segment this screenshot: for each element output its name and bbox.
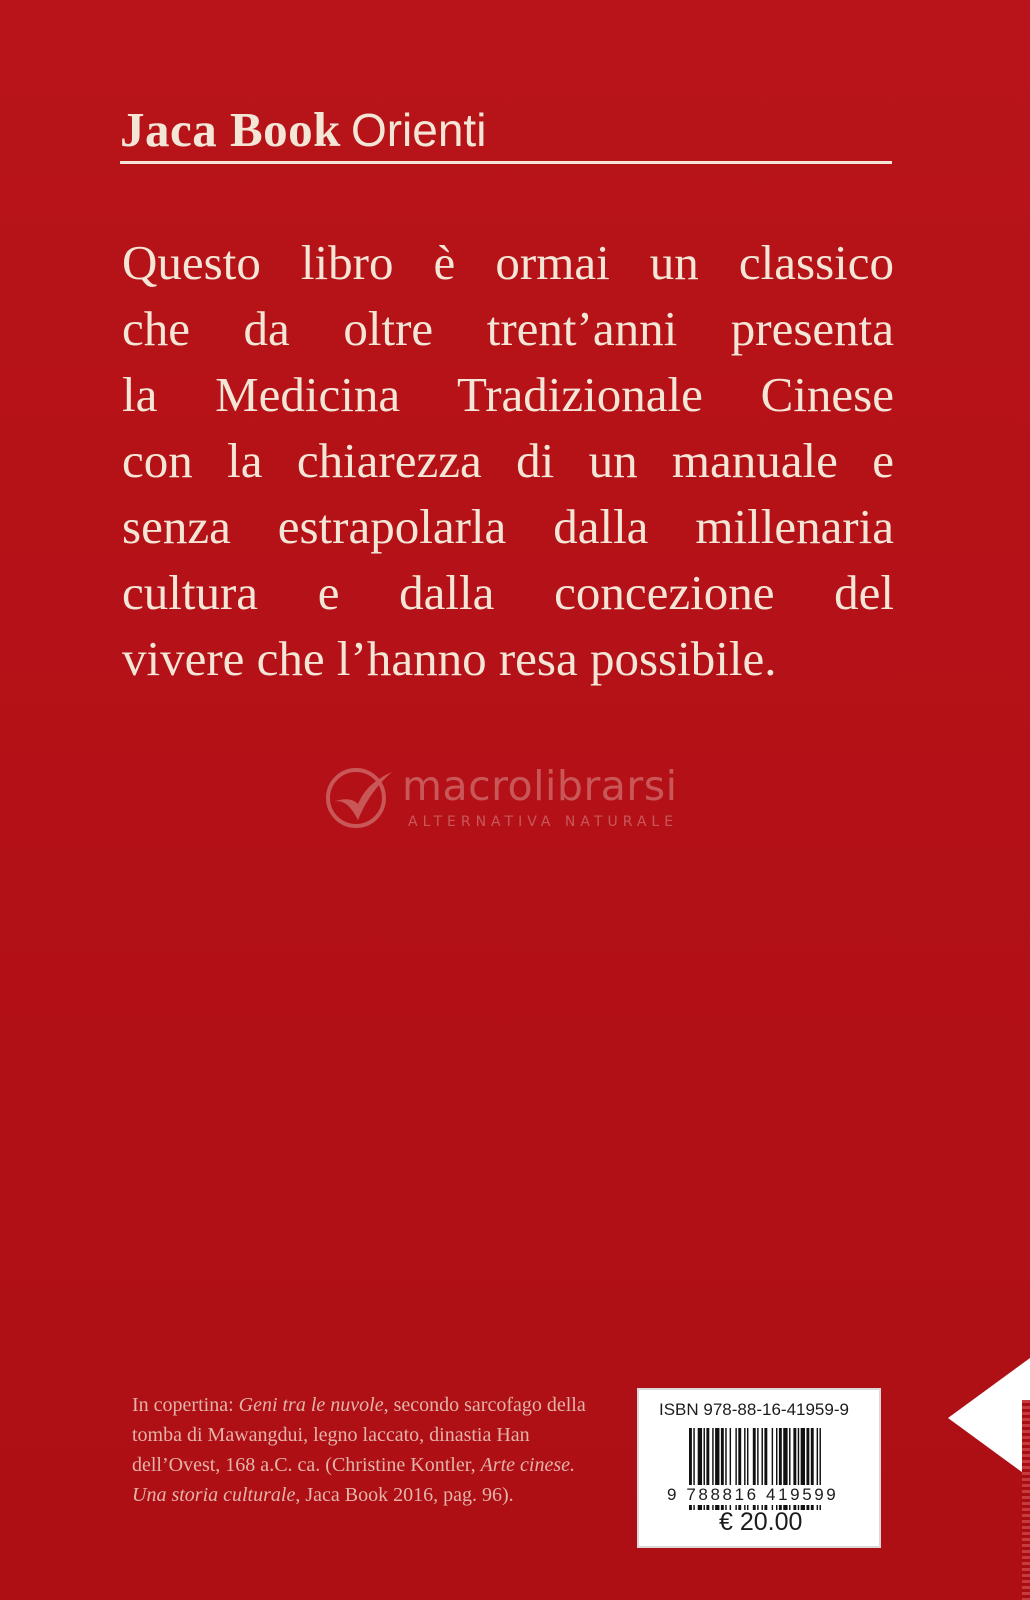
blurb-line: la Medicina Tradizionale Cinese — [122, 367, 894, 422]
leaf-check-logo-icon — [322, 764, 394, 830]
cover-edge — [1022, 1400, 1030, 1600]
credit-prefix: In copertina: — [132, 1394, 239, 1416]
blurb-line: vivere che l’hanno resa possibile. — [122, 631, 777, 686]
blurb-line: con la chiarezza di un manuale e — [122, 433, 894, 488]
series-name: Orienti — [350, 104, 487, 156]
credit-source: , Jaca Book 2016, pag. 96). — [295, 1484, 514, 1506]
barcode-digits: 9 788816 419599 — [667, 1485, 839, 1504]
publisher-name: Jaca Book — [120, 102, 341, 157]
credit-description: , secondo sarcofago della tomba di Mawangdui, legno laccato, dinastia Han dell’Ovest, 168 a.C. ca. (Christine Kontler, — [132, 1394, 586, 1476]
blurb-text — [122, 230, 894, 692]
blurb-line: cultura e dalla concezione del — [122, 565, 894, 620]
watermark-name: macrolibrarsi — [402, 762, 678, 810]
watermark — [322, 764, 712, 834]
header-rule — [120, 161, 892, 164]
barcode-label — [637, 1388, 881, 1548]
isbn-text: ISBN 978-88-16-41959-9 — [659, 1400, 849, 1419]
credit-book-title: Arte cinese. Una storia culturale — [132, 1454, 575, 1506]
credit-artwork-title: Geni tra le nuvole — [238, 1394, 384, 1416]
watermark-tagline: ALTERNATIVA NATURALE — [408, 814, 679, 830]
cover-credit — [132, 1390, 602, 1510]
blurb-line: senza estrapolarla dalla millenaria — [122, 499, 894, 554]
blurb-line: Questo libro è ormai un classico — [122, 235, 894, 290]
cover-notch — [948, 1358, 1030, 1478]
blurb-line: che da oltre trent’anni presenta — [122, 301, 894, 356]
series-brand — [120, 100, 890, 160]
price-text: € 20.00 — [719, 1508, 803, 1536]
series-header — [120, 100, 890, 160]
